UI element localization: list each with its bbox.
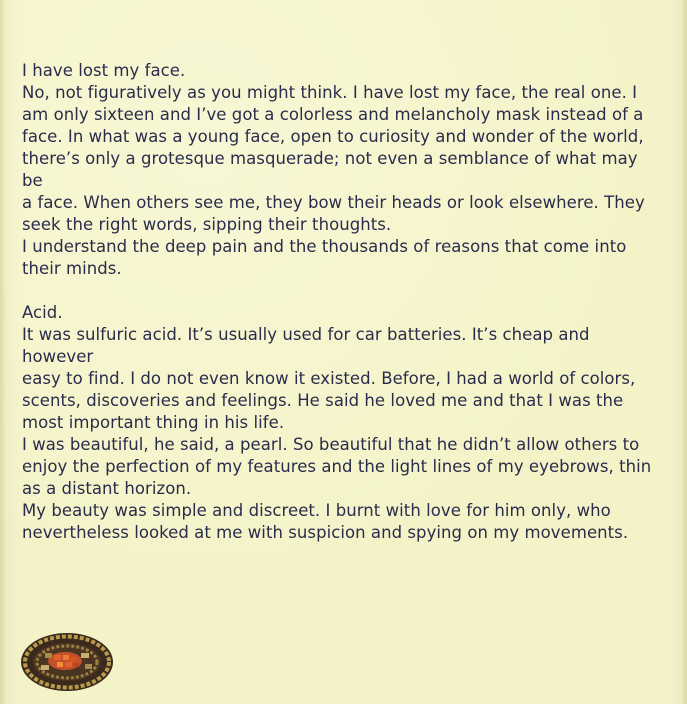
text-line: No, not figuratively as you might think. I have lost my face, the real one. I	[22, 83, 638, 102]
story-text	[22, 60, 662, 544]
page-edge-left	[0, 0, 6, 704]
text-line: am only sixteen and I’ve got a colorless and melancholy mask instead of a	[22, 105, 644, 124]
text-line: seek the right words, sipping their thoughts.	[22, 215, 392, 234]
text-line: there’s only a grotesque masquerade; not even a semblance of what may be	[22, 149, 638, 190]
text-line: I was beautiful, he said, a pearl. So beautiful that he didn’t allow others to	[22, 435, 640, 454]
paragraph	[22, 82, 662, 236]
text-line: enjoy the perfection of my features and the light lines of my eyebrows, thin	[22, 457, 652, 476]
paragraph	[22, 434, 662, 500]
paragraph	[22, 236, 662, 280]
text-line: most important thing in his life.	[22, 413, 285, 432]
text-line: face. In what was a young face, open to curiosity and wonder of the world,	[22, 127, 644, 146]
text-line: scents, discoveries and feelings. He said he loved me and that I was the	[22, 391, 624, 410]
mosaic-ornament-icon	[19, 631, 115, 693]
text-line: My beauty was simple and discreet. I burnt with love for him only, who	[22, 501, 611, 520]
paragraph-gap	[22, 280, 662, 302]
page-edge-right	[681, 0, 687, 704]
text-line: easy to find. I do not even know it existed. Before, I had a world of colors,	[22, 369, 636, 388]
text-line: It was sulfuric acid. It’s usually used for car batteries. It’s cheap and however	[22, 325, 590, 366]
text-line: their minds.	[22, 259, 122, 278]
paragraph	[22, 324, 662, 434]
text-line: as a distant horizon.	[22, 479, 192, 498]
paragraph	[22, 500, 662, 544]
text-line: a face. When others see me, they bow their heads or look elsewhere. They	[22, 193, 645, 212]
paragraph: I have lost my face.	[22, 61, 186, 80]
text-line: nevertheless looked at me with suspicion and spying on my movements.	[22, 523, 629, 542]
paragraph: Acid.	[22, 303, 63, 322]
text-line: I understand the deep pain and the thousands of reasons that come into	[22, 237, 627, 256]
